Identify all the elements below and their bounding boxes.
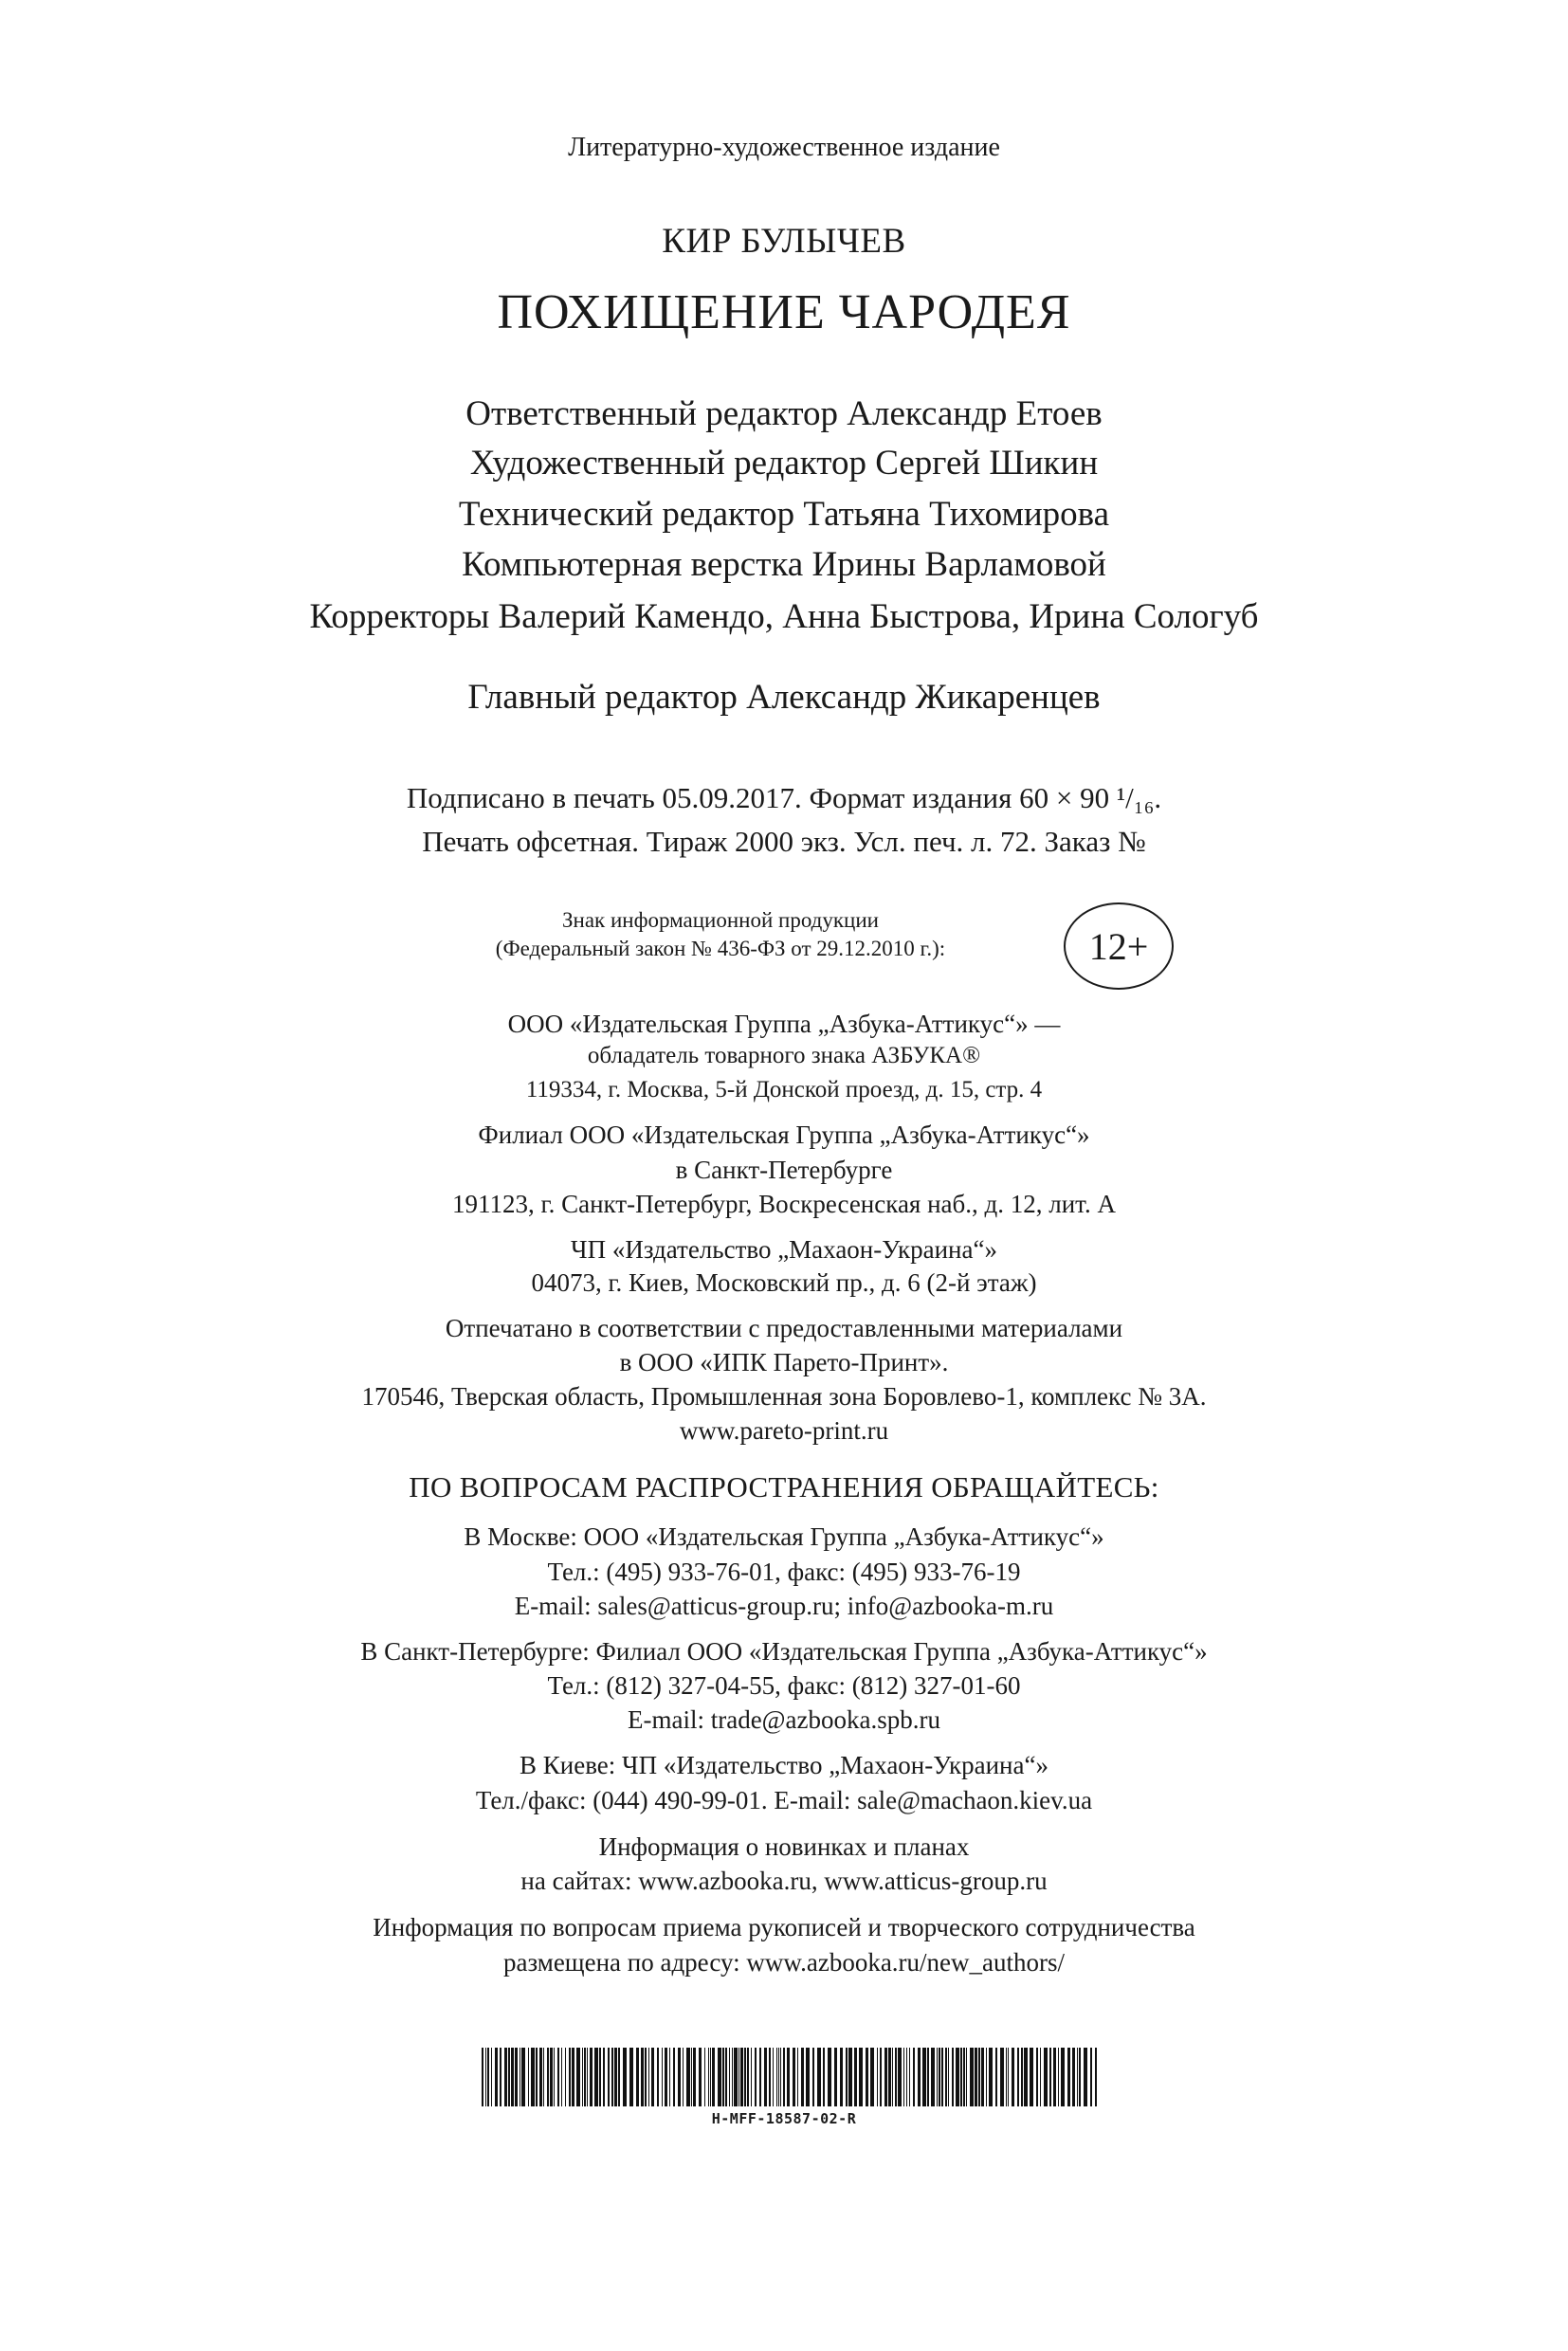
credit-line: Компьютерная верстка Ирины Варламовой	[462, 545, 1106, 584]
book-title: ПОХИЩЕНИЕ ЧАРОДЕЯ	[497, 285, 1071, 339]
credit-line: Корректоры Валерий Камендо, Анна Быстрова, Ирина Сологуб	[309, 597, 1259, 636]
moscow-line: Тел.: (495) 933-76-01, факс: (495) 933-76-19	[547, 1558, 1021, 1586]
moscow-line: В Москве: ООО «Издательская Группа „Азбука-Аттикус“»	[464, 1522, 1104, 1551]
spb-line: E-mail: trade@azbooka.spb.ru	[628, 1705, 940, 1734]
credit-line: Технический редактор Татьяна Тихомирова	[458, 495, 1110, 534]
edition-type: Литературно-художественное издание	[568, 133, 1000, 162]
barcode-icon	[482, 2048, 1100, 2106]
printer-line: в ООО «ИПК Парето-Принт».	[619, 1348, 949, 1376]
ukraine-line: 04073, г. Киев, Московский пр., д. 6 (2-й этаж)	[531, 1268, 1037, 1297]
printer-line: Отпечатано в соответствии с предоставленными материалами	[445, 1314, 1123, 1342]
credit-line: Художественный редактор Сергей Шикин	[469, 444, 1099, 483]
spb-line: Тел.: (812) 327-04-55, факс: (812) 327-01-60	[547, 1671, 1021, 1700]
barcode-number: H-MFF-18587-02-R	[711, 2110, 857, 2127]
kiev-line: В Киеве: ЧП «Издательство „Махаон-Украина“»	[520, 1751, 1048, 1779]
chief-editor: Главный редактор Александр Жикаренцев	[467, 678, 1101, 717]
ukraine-line: ЧП «Издательство „Махаон-Украина“»	[571, 1235, 997, 1264]
news-line: на сайтах: www.azbooka.ru, www.atticus-group.ru	[520, 1867, 1048, 1895]
branch-line: Филиал ООО «Издательская Группа „Азбука-Аттикус“»	[478, 1121, 1090, 1149]
info-sign-label: Знак информационной продукции	[562, 908, 879, 932]
print-info-line: Подписано в печать 05.09.2017. Формат издания 60 × 90 ¹/₁₆.	[406, 781, 1162, 814]
printer-line: 170546, Тверская область, Промышленная зона Боровлево-1, комплекс № 3А.	[361, 1382, 1207, 1411]
manuscripts-line: размещена по адресу: www.azbooka.ru/new_authors/	[502, 1948, 1066, 1977]
branch-line: в Санкт-Петербурге	[675, 1156, 893, 1184]
book-author: КИР БУЛЫЧЕВ	[662, 222, 906, 261]
news-line: Информация о новинках и планах	[598, 1832, 970, 1861]
distribution-heading: ПО ВОПРОСАМ РАСПРОСТРАНЕНИЯ ОБРАЩАЙТЕСЬ:	[409, 1470, 1159, 1504]
publisher-line: 119334, г. Москва, 5-й Донской проезд, д. 15, стр. 4	[525, 1077, 1043, 1103]
publisher-line: ООО «Издательская Группа „Азбука-Аттикус“» —	[507, 1010, 1061, 1038]
spb-line: В Санкт-Петербурге: Филиал ООО «Издательская Группа „Азбука-Аттикус“»	[360, 1637, 1208, 1666]
printer-website: www.pareto-print.ru	[679, 1416, 889, 1445]
publisher-line: обладатель товарного знака АЗБУКА®	[587, 1043, 981, 1068]
info-sign-law: (Федеральный закон № 436-ФЗ от 29.12.2010 г.):	[495, 937, 946, 960]
age-rating-badge: 12+	[1064, 902, 1174, 990]
branch-line: 191123, г. Санкт-Петербург, Воскресенская наб., д. 12, лит. А	[452, 1190, 1116, 1218]
credit-line: Ответственный редактор Александр Етоев	[465, 394, 1103, 433]
barcode-block	[0, 2048, 1568, 2142]
moscow-line: E-mail: sales@atticus-group.ru; info@azbooka-m.ru	[514, 1592, 1054, 1620]
manuscripts-line: Информация по вопросам приема рукописей и творческого сотрудничества	[373, 1913, 1195, 1941]
print-info-line: Печать офсетная. Тираж 2000 экз. Усл. печ. л. 72. Заказ №	[422, 825, 1146, 858]
kiev-line: Тел./факс: (044) 490-99-01. E-mail: sale@machaon.kiev.ua	[475, 1786, 1093, 1814]
info-product-sign	[417, 895, 1176, 999]
